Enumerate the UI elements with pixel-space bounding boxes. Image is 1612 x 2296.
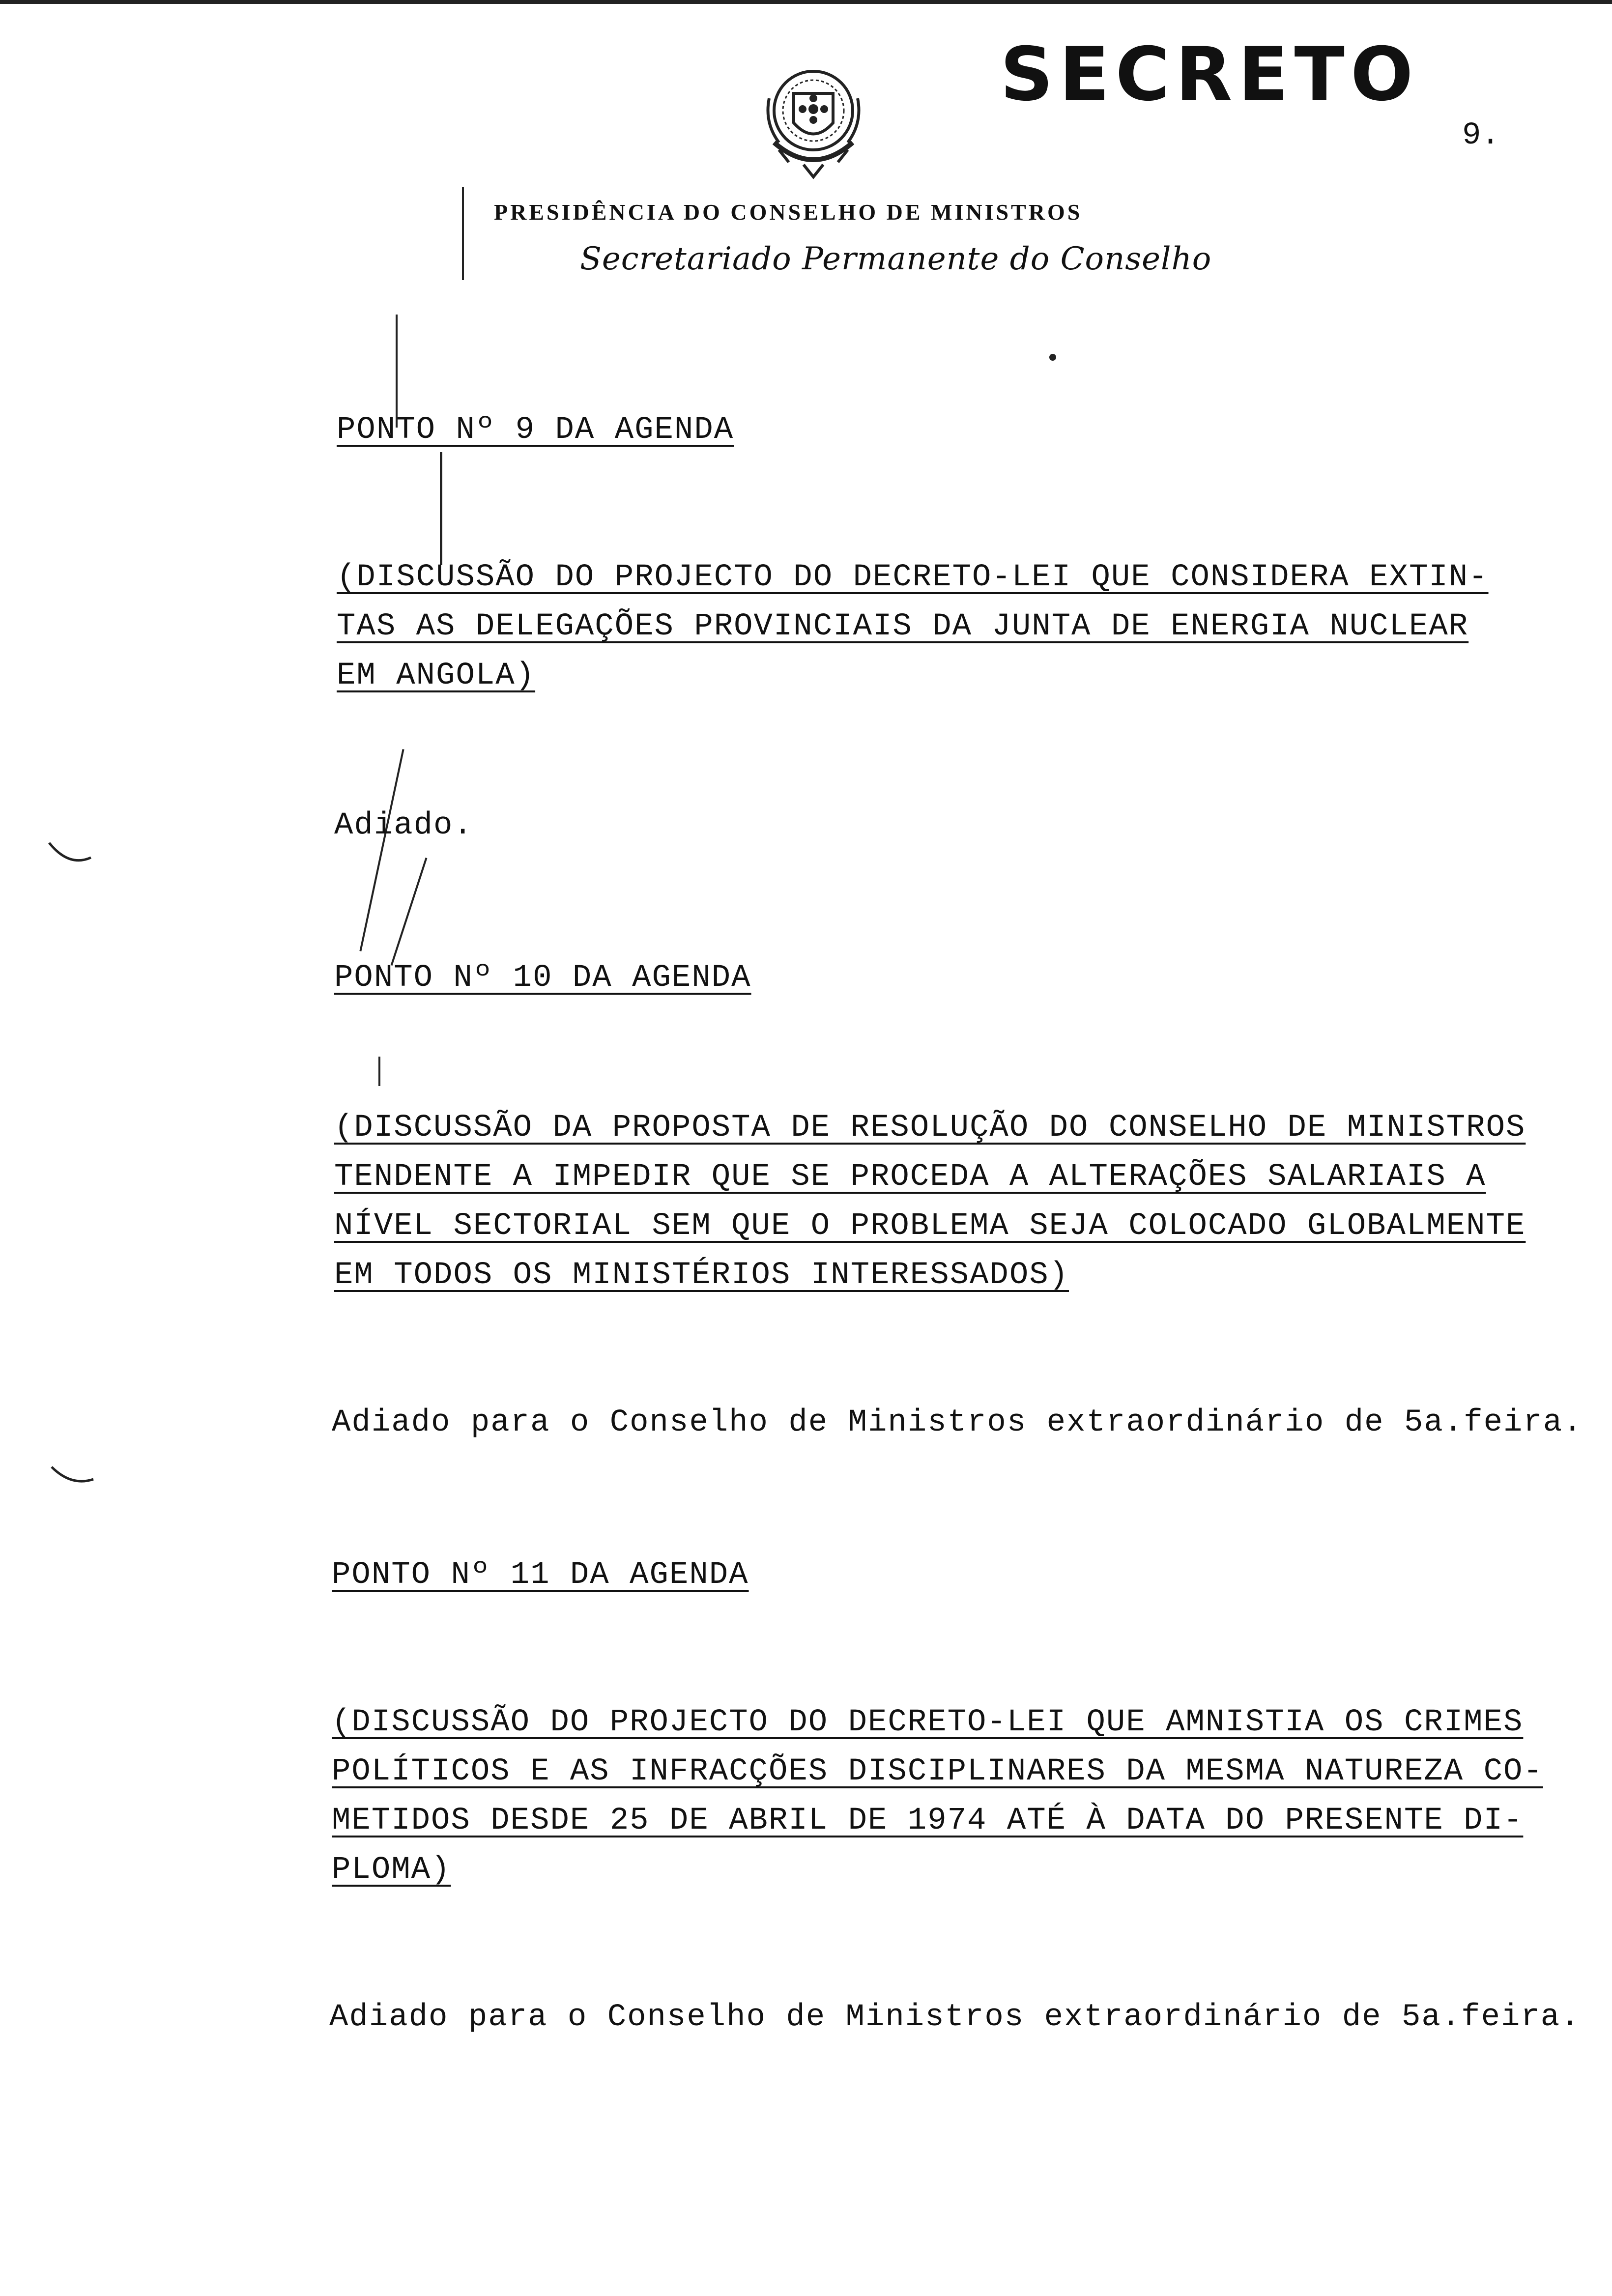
page-top-border xyxy=(0,0,1612,4)
header-title: PRESIDÊNCIA DO CONSELHO DE MINISTROS xyxy=(494,200,1083,225)
agenda-item-heading: PONTO Nº 10 DA AGENDA xyxy=(334,960,751,996)
item-description-line: (DISCUSSÃO DA PROPOSTA DE RESOLUÇÃO DO CONSELHO DE MINISTROS xyxy=(334,1110,1526,1146)
item-description-line: PLOMA) xyxy=(332,1852,451,1888)
item-description-line: TAS AS DELEGAÇÕES PROVINCIAIS DA JUNTA DE ENERGIA NUCLEAR xyxy=(337,609,1469,644)
page-number: 9. xyxy=(1462,118,1500,153)
margin-mark xyxy=(378,1057,380,1086)
margin-mark xyxy=(440,452,442,565)
item-description-line: EM ANGOLA) xyxy=(337,658,536,693)
margin-mark xyxy=(462,187,464,280)
coat-of-arms-icon xyxy=(759,64,867,182)
header-subtitle: Secretariado Permanente do Conselho xyxy=(580,241,1212,277)
margin-mark xyxy=(391,858,428,966)
item-description-line: METIDOS DESDE 25 DE ABRIL DE 1974 ATÉ À DATA DO PRESENTE DI- xyxy=(332,1803,1524,1838)
margin-mark xyxy=(359,749,404,951)
agenda-item-heading: PONTO Nº 11 DA AGENDA xyxy=(332,1557,749,1593)
item-decision: Adiado para o Conselho de Ministros extraordinário de 5a.feira. xyxy=(332,1405,1583,1440)
item-decision: Adiado para o Conselho de Ministros extraordinário de 5a.feira. xyxy=(329,2000,1581,2035)
item-description-line: (DISCUSSÃO DO PROJECTO DO DECRETO-LEI QUE AMNISTIA OS CRIMES xyxy=(332,1705,1524,1740)
item-description-line: TENDENTE A IMPEDIR QUE SE PROCEDA A ALTERAÇÕES SALARIAIS A xyxy=(334,1159,1486,1195)
margin-punch-mark xyxy=(47,838,96,867)
classification-stamp: SECRETO xyxy=(1000,32,1419,117)
agenda-item-heading: PONTO Nº 9 DA AGENDA xyxy=(337,412,734,448)
item-description-line: EM TODOS OS MINISTÉRIOS INTERESSADOS) xyxy=(334,1258,1069,1293)
item-description-line: NÍVEL SECTORIAL SEM QUE O PROBLEMA SEJA COLOCADO GLOBALMENTE xyxy=(334,1208,1526,1244)
item-description-line: (DISCUSSÃO DO PROJECTO DO DECRETO-LEI QUE CONSIDERA EXTIN- xyxy=(337,560,1489,595)
margin-mark xyxy=(1049,354,1056,361)
margin-punch-mark xyxy=(49,1462,98,1492)
item-decision: Adiado. xyxy=(334,808,473,843)
item-description-line: POLÍTICOS E AS INFRACÇÕES DISCIPLINARES DA MESMA NATUREZA CO- xyxy=(332,1754,1543,1789)
